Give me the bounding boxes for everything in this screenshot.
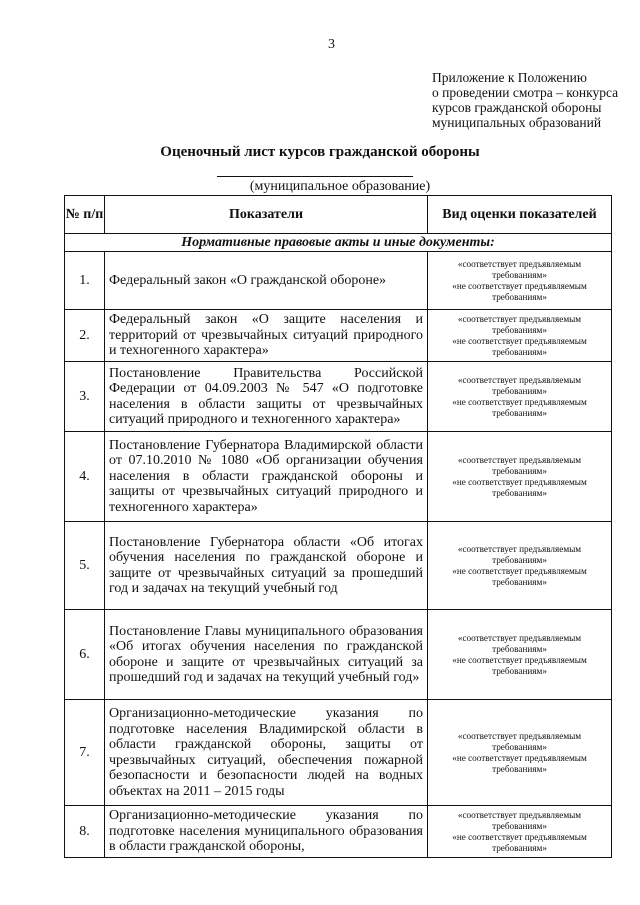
appendix-line: Приложение к Положению [432, 70, 587, 85]
row-indicator: Постановление Губернатора области «Об итогах обучения населения по гражданской обороне и защите от чрезвычайных ситуаций за прошедший год и задачах на текущий учебный год [105, 522, 428, 610]
row-number: 3. [65, 362, 105, 432]
row-number: 6. [65, 610, 105, 700]
table-row [65, 806, 612, 858]
eval-match: «соответствует предъявляемым требованиям» [457, 543, 582, 565]
appendix-line: о проведении смотра – конкурса [432, 85, 619, 100]
eval-no-match: «не соответствует предъявляемым требованиям» [452, 280, 587, 302]
row-indicator: Организационно-методические указания по подготовке населения муниципального образования в области гражданской обороны, [105, 806, 428, 858]
eval-no-match: «не соответствует предъявляемым требованиям» [452, 565, 587, 587]
eval-match: «соответствует предъявляемым требованиям» [457, 454, 582, 476]
eval-no-match: «не соответствует предъявляемым требованиям» [452, 476, 587, 498]
row-evaluation [428, 806, 612, 858]
header-evaluation: Вид оценки показателей [428, 196, 612, 234]
row-evaluation [428, 432, 612, 522]
row-number: 7. [65, 700, 105, 806]
header-num: № п/п [65, 196, 105, 234]
row-number: 8. [65, 806, 105, 858]
section-title: Нормативные правовые акты и иные документы: [65, 234, 612, 252]
appendix-line: муниципальных образований [432, 115, 602, 130]
row-indicator: Постановление Правительства Российской Федерации от 04.09.2003 № 547 «О подготовке населения в области защиты от чрезвычайных ситуаций природного и техногенного характера» [105, 362, 428, 432]
eval-match: «соответствует предъявляемым требованиям» [457, 730, 582, 752]
municipality-blank-line [217, 176, 413, 177]
eval-no-match: «не соответствует предъявляемым требованиям» [452, 831, 587, 853]
row-evaluation [428, 252, 612, 310]
row-number: 5. [65, 522, 105, 610]
document-title: Оценочный лист курсов гражданской обороны [160, 144, 480, 160]
row-indicator: Организационно-методические указания по подготовке населения Владимирской области в области гражданской обороны, защиты от чрезвычайных ситуаций, обеспечения пожарной безопасности и безопасности людей на водных объектах на 2011 – 2015 годы [105, 700, 428, 806]
row-indicator: Постановление Главы муниципального образования «Об итогах обучения населения по гражданской обороне и защите от чрезвычайных ситуаций за прошедший год и задачах на текущий учебный год» [105, 610, 428, 700]
table-row [65, 610, 612, 700]
table-row [65, 310, 612, 362]
row-number: 4. [65, 432, 105, 522]
table-row [65, 252, 612, 310]
header-indicator: Показатели [105, 196, 428, 234]
eval-match: «соответствует предъявляемым требованиям» [457, 809, 582, 831]
eval-no-match: «не соответствует предъявляемым требованиям» [452, 396, 587, 418]
row-indicator: Постановление Губернатора Владимирской области от 07.10.2010 № 1080 «Об организации обучения населения в области гражданской обороны и защиты от чрезвычайных ситуаций природного и техногенного характера» [105, 432, 428, 522]
row-evaluation [428, 610, 612, 700]
table-row [65, 522, 612, 610]
eval-match: «соответствует предъявляемым требованиям» [457, 313, 582, 335]
appendix-note [432, 70, 619, 130]
section-row [65, 234, 612, 252]
row-evaluation [428, 310, 612, 362]
eval-no-match: «не соответствует предъявляемым требованиям» [452, 752, 587, 774]
page-number: 3 [328, 37, 335, 52]
eval-match: «соответствует предъявляемым требованиям» [457, 258, 582, 280]
municipality-caption: (муниципальное образование) [249, 179, 431, 194]
eval-match: «соответствует предъявляемым требованиям» [457, 632, 582, 654]
eval-no-match: «не соответствует предъявляемым требованиям» [452, 335, 587, 357]
row-indicator: Федеральный закон «О защите населения и территорий от чрезвычайных ситуаций природного и техногенного характера» [105, 310, 428, 362]
row-evaluation [428, 522, 612, 610]
table-row [65, 432, 612, 522]
row-number: 1. [65, 252, 105, 310]
table-header-row [65, 196, 612, 234]
row-evaluation [428, 362, 612, 432]
eval-match: «соответствует предъявляемым требованиям» [457, 374, 582, 396]
row-number: 2. [65, 310, 105, 362]
evaluation-table [64, 195, 612, 858]
table-row [65, 362, 612, 432]
appendix-line: курсов гражданской обороны [432, 100, 602, 115]
eval-no-match: «не соответствует предъявляемым требованиям» [452, 654, 587, 676]
table-row [65, 700, 612, 806]
row-evaluation [428, 700, 612, 806]
row-indicator: Федеральный закон «О гражданской обороне» [105, 252, 428, 310]
